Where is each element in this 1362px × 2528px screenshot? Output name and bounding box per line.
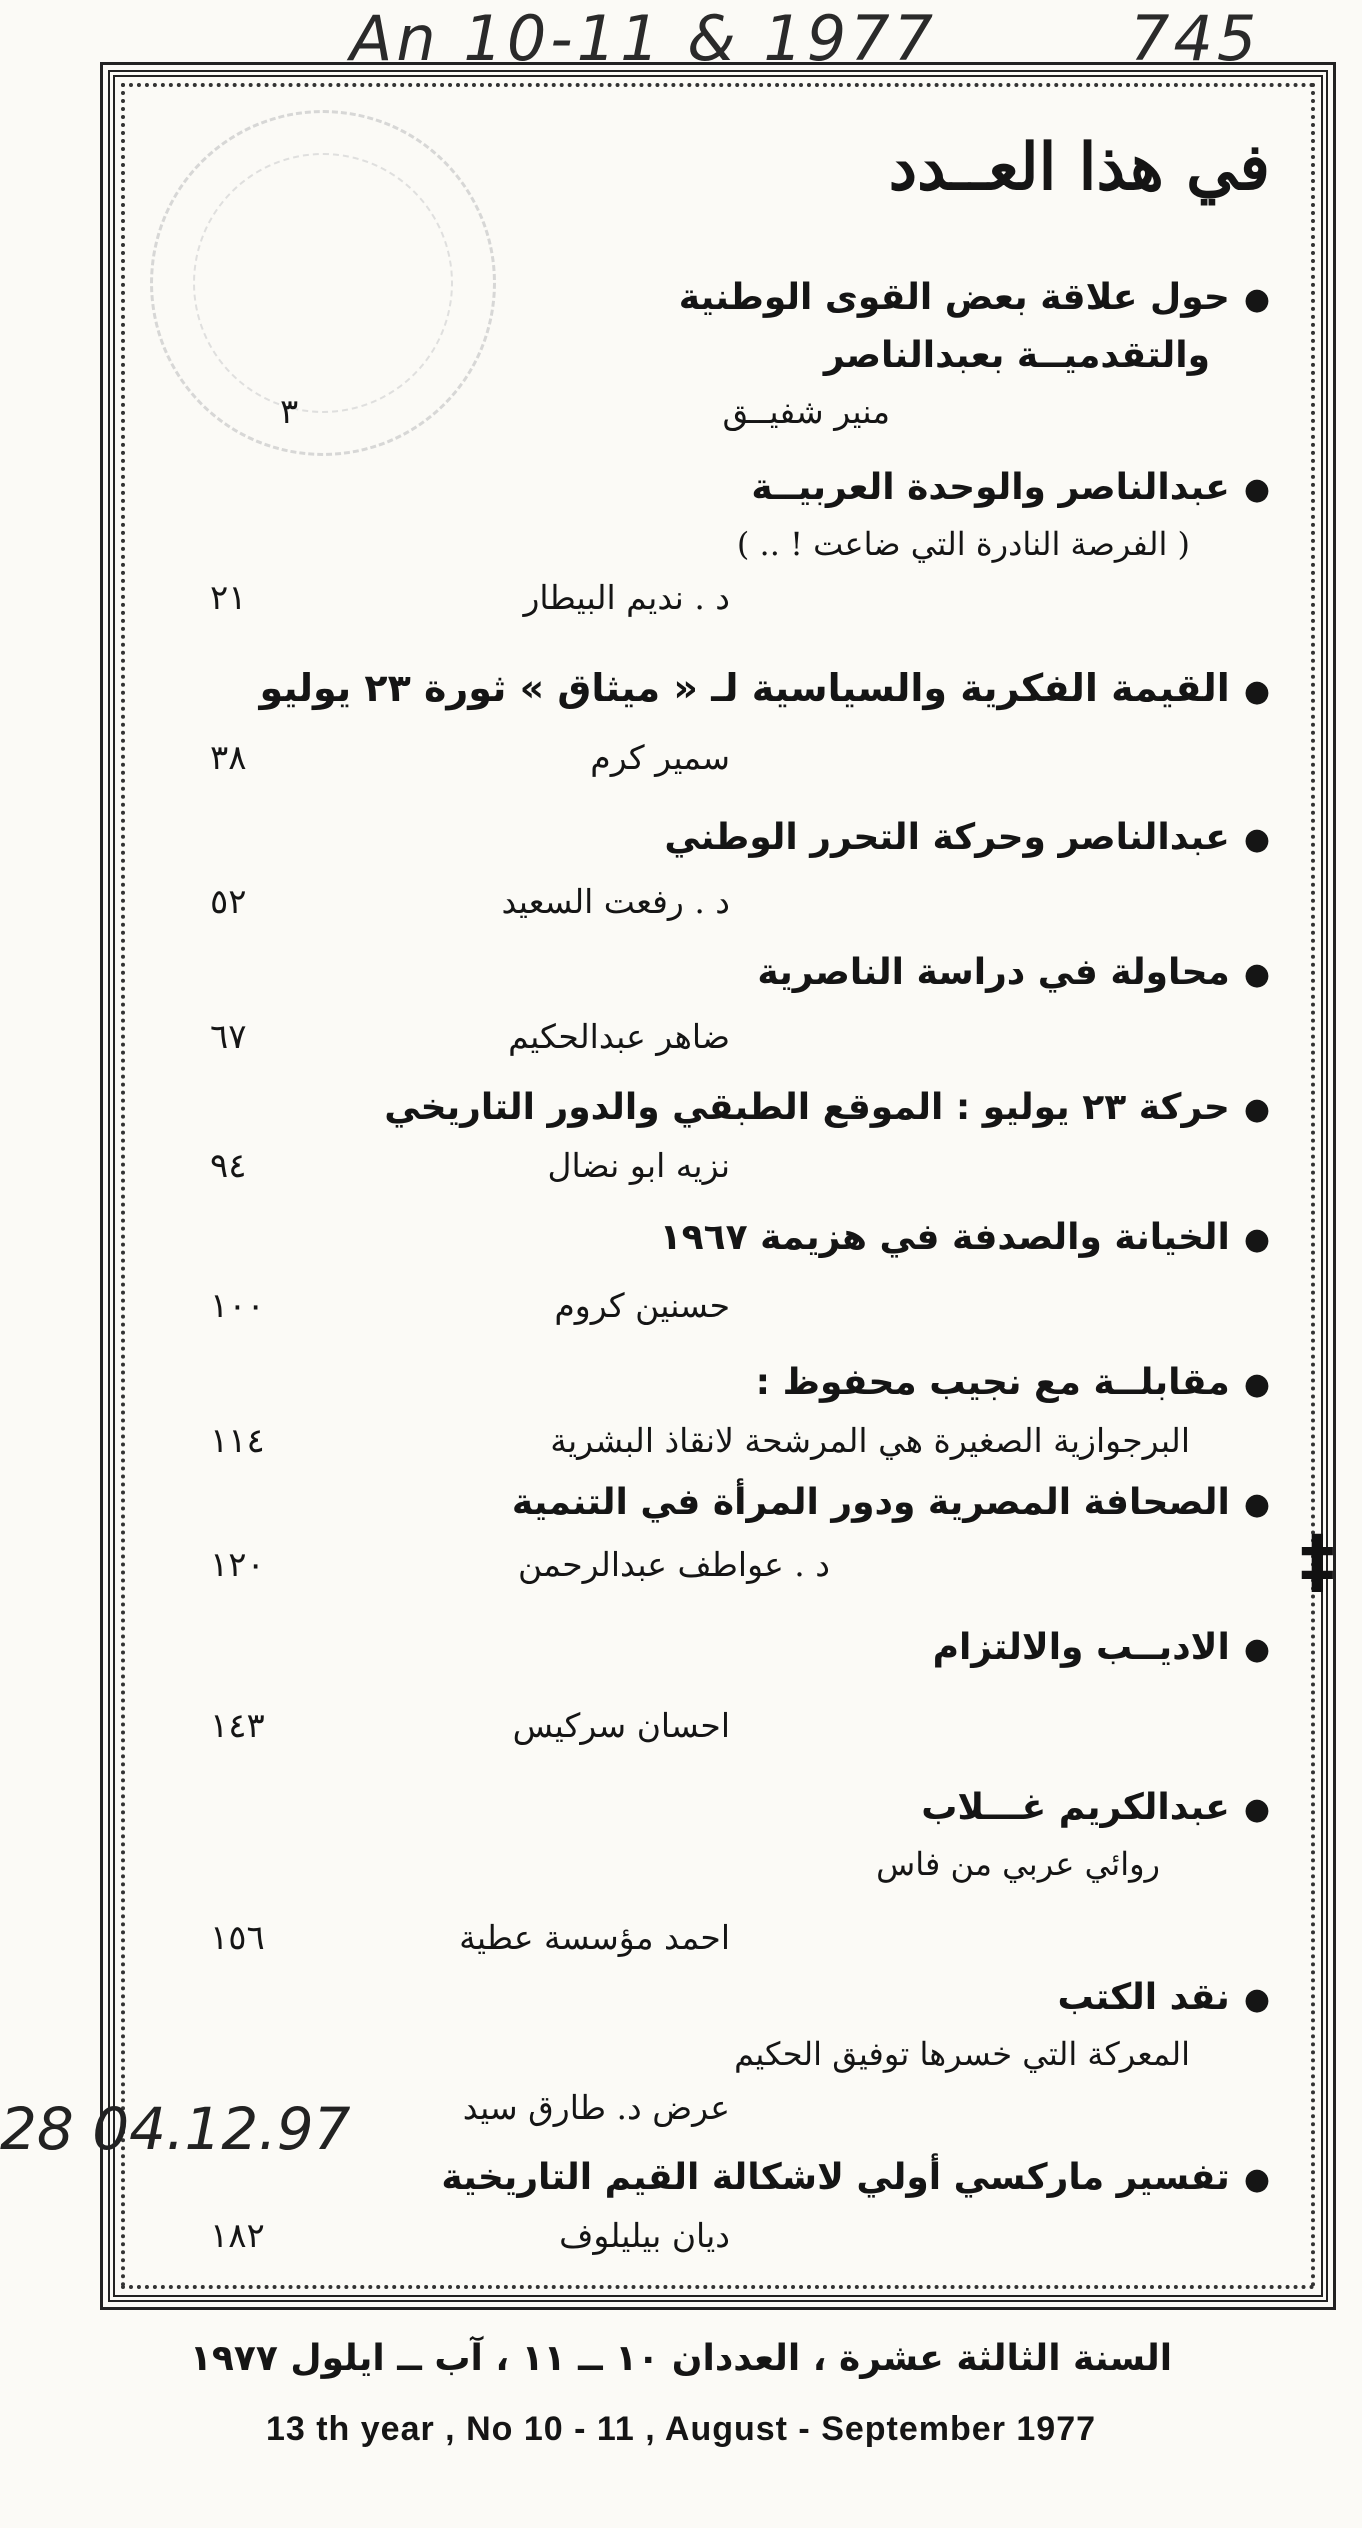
toc-item-page: ٢١ xyxy=(210,578,247,618)
toc-item-author: عرض د. طارق سيد xyxy=(462,2088,730,2127)
toc-item-title: ●عبدالناصر والوحدة العربيــة xyxy=(751,467,1270,508)
toc-item-title: ●الصحافة المصرية ودور المرأة في التنمية xyxy=(511,1482,1270,1523)
toc-item-title: ●حركة ٢٣ يوليو : الموقع الطبقي والدور التاريخي xyxy=(384,1087,1270,1128)
toc-item[interactable] xyxy=(140,2150,1270,2264)
toc-item[interactable] xyxy=(140,1210,1270,1334)
toc-item-page: ١١٤ xyxy=(210,1421,265,1461)
margin-mark: ‡ xyxy=(1300,1520,1335,1602)
toc-item-page: ١٠٠ xyxy=(210,1286,265,1326)
toc-item-subtitle: ( الفرصة النادرة التي ضاعت ! .. ) xyxy=(736,525,1190,563)
toc-item-author: سمير كرم xyxy=(590,738,730,777)
toc-item-author: د . نديم البيطار xyxy=(523,578,730,617)
toc-item-title-line2: والتقدميــة بعبدالناصر xyxy=(823,335,1210,376)
toc-item-page: ٣٨ xyxy=(210,738,247,778)
issue-info-english: 13 th year , No 10 - 11 , August - September 1977 xyxy=(265,2410,1097,2448)
toc-item-page: ٩٤ xyxy=(210,1146,247,1186)
toc-item-title: ●مقابلــة مع نجيب محفوظ : xyxy=(755,1362,1270,1403)
issue-info-arabic: السنة الثالثة عشرة ، العددان ١٠ ــ ١١ ، آب ــ ايلول ١٩٧٧ xyxy=(189,2338,1173,2379)
toc-item-author: د . رفعت السعيد xyxy=(501,882,730,921)
toc-item-title: ●عبدالناصر وحركة التحرر الوطني xyxy=(664,817,1270,858)
handwritten-number: 745 xyxy=(1130,2,1261,75)
toc-item-title: ●الاديــب والالتزام xyxy=(932,1627,1270,1668)
handwritten-ref-text: An 10-11 & 1977 xyxy=(350,2,938,75)
toc-item-page: ٣ xyxy=(280,392,299,432)
toc-item[interactable] xyxy=(140,1780,1270,1966)
toc-item-author: نزيه ابو نضال xyxy=(547,1146,730,1185)
toc-item[interactable] xyxy=(140,810,1270,930)
toc-item-author: د . عواطف عبدالرحمن xyxy=(518,1545,830,1584)
toc-item-author: منير شفيــق xyxy=(722,392,890,431)
toc-item[interactable] xyxy=(140,945,1270,1065)
toc-item[interactable] xyxy=(140,1080,1270,1194)
toc-item-page: ٦٧ xyxy=(210,1017,247,1057)
toc-item[interactable] xyxy=(140,1355,1270,1469)
toc-item[interactable] xyxy=(140,1620,1270,1754)
toc-item-subtitle: البرجوازية الصغيرة هي المرشحة لانقاذ البشرية xyxy=(550,1421,1190,1460)
toc-item-title: ●الخيانة والصدفة في هزيمة ١٩٦٧ xyxy=(659,1217,1270,1258)
toc-item-subtitle: روائي عربي من فاس xyxy=(876,1845,1160,1883)
toc-item-subtitle: المعركة التي خسرها توفيق الحكيم xyxy=(734,2035,1190,2073)
handwritten-date-note: 28 04.12.97 xyxy=(0,2095,351,2163)
toc-item-title: ●حول علاقة بعض القوى الوطنية xyxy=(678,277,1270,318)
toc-item[interactable] xyxy=(140,270,1270,440)
toc-item-author: احمد مؤسسة عطية xyxy=(459,1918,730,1957)
toc-item-title: ●تفسير ماركسي أولي لاشكالة القيم التاريخية xyxy=(441,2157,1270,2198)
toc-item-title: ●نقد الكتب xyxy=(1057,1977,1270,2018)
toc-item-author: احسان سركيس xyxy=(512,1706,730,1745)
toc-item-author: حسنين كروم xyxy=(554,1286,730,1325)
toc-item-title: ●عبدالكريم غـــلاب xyxy=(921,1787,1270,1828)
toc-item-title: ●القيمة الفكرية والسياسية لـ « ميثاق » ثورة ٢٣ يوليو xyxy=(259,666,1270,710)
toc-item-page: ١٥٦ xyxy=(210,1918,265,1958)
toc-item[interactable] xyxy=(140,660,1270,786)
toc-item-page: ١٨٢ xyxy=(210,2216,265,2256)
toc-item[interactable] xyxy=(140,460,1270,626)
toc-heading: في هذا العــدد xyxy=(888,130,1270,205)
toc-item-page: ١٤٣ xyxy=(210,1706,265,1746)
toc-item-author: ديان بيليلوف xyxy=(559,2216,730,2255)
toc-item-title: ●محاولة في دراسة الناصرية xyxy=(757,952,1270,993)
toc-item-page: ٥٢ xyxy=(210,882,247,922)
toc-item[interactable] xyxy=(140,1475,1270,1593)
toc-item-author: ضاهر عبدالحكيم xyxy=(508,1017,730,1056)
toc-item-page: ١٢٠ xyxy=(210,1545,265,1585)
